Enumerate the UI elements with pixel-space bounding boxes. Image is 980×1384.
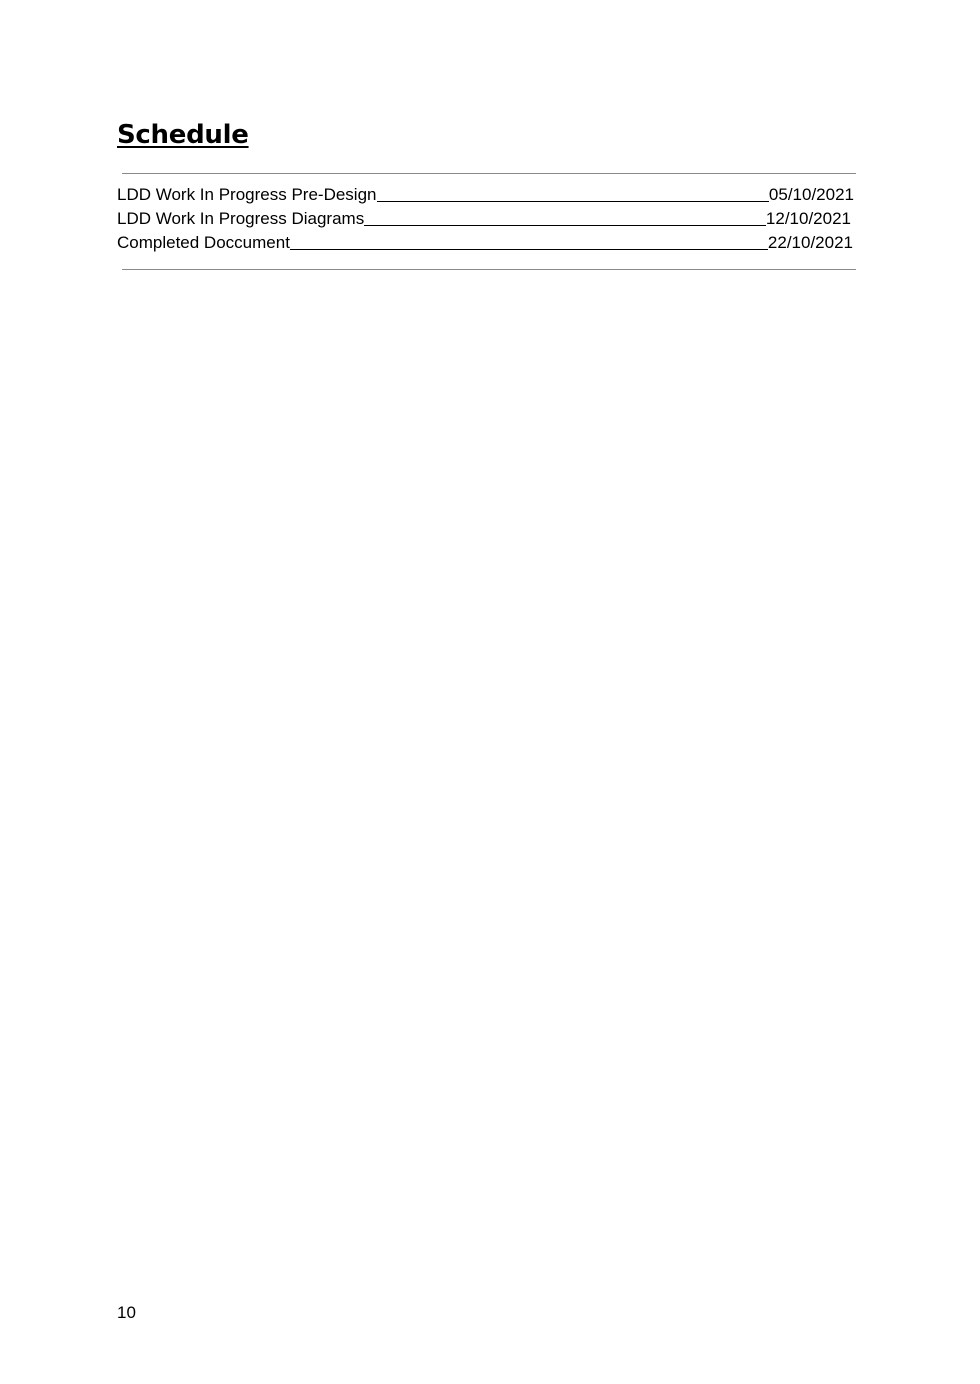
page-heading: Schedule [117,120,249,150]
schedule-list [117,182,854,254]
leader-line [377,201,769,202]
schedule-item-label: LDD Work In Progress Diagrams [117,209,365,228]
schedule-item-label: Completed Doccument [117,233,290,252]
schedule-item-date: 05/10/2021 [768,185,854,204]
top-divider [122,173,856,174]
schedule-item-date: 12/10/2021 [765,209,851,228]
leader-line [290,249,768,250]
schedule-row-diagrams [117,206,854,230]
schedule-row-completed [117,230,854,254]
page-number: 10 [117,1303,136,1322]
schedule-item-date: 22/10/2021 [767,233,853,252]
schedule-row-pre-design [117,182,854,206]
bottom-divider [122,269,856,270]
schedule-item-label: LDD Work In Progress Pre-Design [117,185,377,204]
leader-line [364,225,766,226]
